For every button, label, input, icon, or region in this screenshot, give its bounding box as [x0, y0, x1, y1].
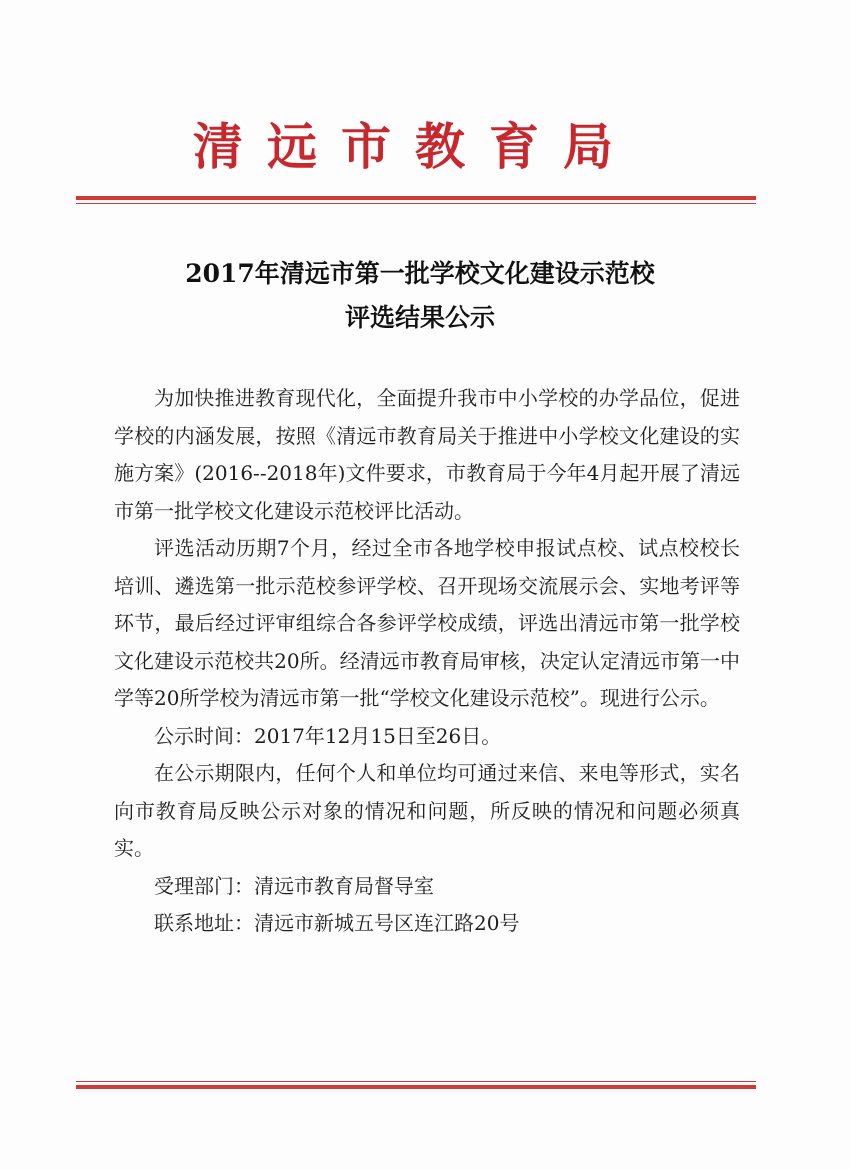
letterhead-title: 清远市教育局: [193, 117, 637, 176]
document-title: [75, 252, 765, 340]
paragraph-handling-department: 受理部门：清远市教育局督导室: [154, 873, 434, 898]
document-title-line-2: 评选结果公示: [344, 303, 495, 332]
paragraph-selection-process: 评选活动历期7个月，经过全市各地学校申报试点校、试点校校长培训、遴选第一批示范校参评学校、召开现场交流展示会、实地考评等环节，最后经过评审组综合各参评学校成绩，评选出清远市第一批学校文化建设示范校共20所。经清远市教育局审核，决定认定清远市第一中学等20所学校为清远市第一批“学校文化建设示范校”。现进行公示。: [114, 536, 740, 710]
paragraph-feedback-instructions: 在公示期限内，任何个人和单位均可通过来信、来电等形式，实名向市教育局反映公示对象的情况和问题，所反映的情况和问题必须真实。: [114, 761, 740, 860]
paragraph-contact-address: 联系地址：清远市新城五号区连江路20号: [154, 911, 520, 935]
document-body: [114, 380, 740, 943]
footer-rule-thin-line: [76, 1081, 756, 1082]
paragraph-announcement-period: 公示时间：2017年12月15日至26日。: [154, 723, 502, 748]
footer-rule: [76, 1081, 756, 1089]
paragraph-background: 为加快推进教育现代化，全面提升我市中小学校的办学品位，促进学校的内涵发展，按照《清远市教育局关于推进中小学校文化建设的实施方案》(2016--2018年)文件要求，市教育局于今年4月起开展了清远市第一批学校文化建设示范校评比活动。: [114, 386, 740, 523]
top-rule-thin-line: [76, 203, 756, 204]
letterhead-top-rule: [76, 196, 756, 204]
footer-rule-thick-line: [76, 1085, 756, 1089]
top-rule-thick-line: [76, 196, 756, 200]
document-title-line-1: 2017年清远市第一批学校文化建设示范校: [185, 259, 655, 288]
